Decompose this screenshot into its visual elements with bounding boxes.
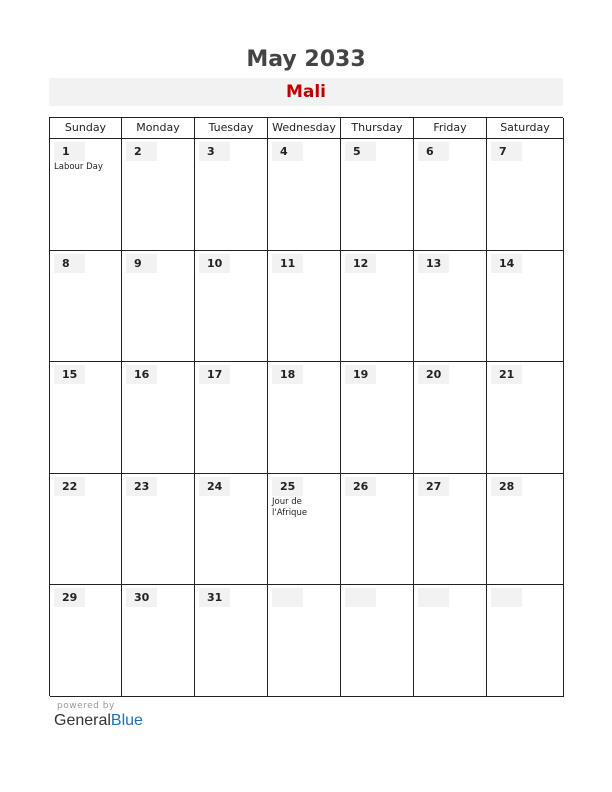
day-number [491, 588, 522, 607]
day-cell[interactable] [195, 139, 268, 251]
day-cell[interactable] [487, 362, 564, 474]
day-cell[interactable] [268, 474, 341, 586]
day-number: 8 [54, 254, 85, 273]
holiday-label: Labour Day [54, 162, 103, 172]
day-number: 30 [126, 588, 157, 607]
day-cell[interactable] [195, 251, 268, 363]
day-cell[interactable] [414, 474, 487, 586]
day-cell[interactable] [122, 474, 195, 586]
powered-by-text: powered by [57, 701, 115, 711]
day-number: 5 [345, 142, 376, 161]
weekday-header-6: Saturday [487, 118, 564, 139]
day-number [418, 588, 449, 607]
day-number: 19 [345, 365, 376, 384]
day-cell[interactable] [50, 251, 122, 363]
day-number: 12 [345, 254, 376, 273]
weekday-header-4: Thursday [341, 118, 414, 139]
day-number: 14 [491, 254, 522, 273]
weekday-header-1: Monday [122, 118, 195, 139]
day-number: 13 [418, 254, 449, 273]
country-banner [49, 78, 563, 106]
day-cell[interactable] [341, 251, 414, 363]
calendar-title: May 2033 [246, 47, 366, 72]
brand-general: General [54, 712, 111, 729]
day-number: 29 [54, 588, 85, 607]
weekday-header-3: Wednesday [268, 118, 341, 139]
day-cell[interactable] [50, 585, 122, 697]
day-number: 25 [272, 477, 303, 496]
day-number: 10 [199, 254, 230, 273]
day-number: 21 [491, 365, 522, 384]
day-number [345, 588, 376, 607]
day-number [272, 588, 303, 607]
weekday-header-5: Friday [414, 118, 487, 139]
day-cell[interactable] [341, 585, 414, 697]
day-cell[interactable] [50, 362, 122, 474]
day-number: 16 [126, 365, 157, 384]
day-number: 2 [126, 142, 157, 161]
day-number: 24 [199, 477, 230, 496]
weekday-header-0: Sunday [50, 118, 122, 139]
day-cell[interactable] [487, 139, 564, 251]
weekday-header-2: Tuesday [195, 118, 268, 139]
day-cell[interactable] [487, 251, 564, 363]
day-cell[interactable] [195, 362, 268, 474]
calendar-grid [49, 117, 563, 696]
day-number: 11 [272, 254, 303, 273]
day-cell[interactable] [341, 474, 414, 586]
day-cell[interactable] [122, 251, 195, 363]
day-number: 20 [418, 365, 449, 384]
day-cell[interactable] [195, 585, 268, 697]
day-number: 4 [272, 142, 303, 161]
day-cell[interactable] [341, 139, 414, 251]
day-cell[interactable] [487, 585, 564, 697]
day-number: 15 [54, 365, 85, 384]
day-cell[interactable] [268, 251, 341, 363]
day-cell[interactable] [268, 139, 341, 251]
day-cell[interactable] [50, 474, 122, 586]
day-cell[interactable] [414, 585, 487, 697]
day-cell[interactable] [414, 251, 487, 363]
brand-logo[interactable] [54, 712, 143, 730]
day-cell[interactable] [414, 362, 487, 474]
day-cell[interactable] [487, 474, 564, 586]
holiday-label: Jour de l'Afrique [272, 496, 308, 518]
day-cell[interactable] [122, 362, 195, 474]
day-number: 9 [126, 254, 157, 273]
day-number: 17 [199, 365, 230, 384]
day-cell[interactable] [122, 139, 195, 251]
day-number: 27 [418, 477, 449, 496]
day-number: 23 [126, 477, 157, 496]
day-cell[interactable] [195, 474, 268, 586]
day-number: 22 [54, 477, 85, 496]
day-number: 1 [54, 142, 85, 161]
day-number: 7 [491, 142, 522, 161]
day-cell[interactable] [341, 362, 414, 474]
country-name: Mali [285, 82, 327, 102]
day-number: 6 [418, 142, 449, 161]
day-number: 18 [272, 365, 303, 384]
brand-blue: Blue [110, 712, 143, 729]
day-number: 28 [491, 477, 522, 496]
day-number: 3 [199, 142, 230, 161]
day-number: 31 [199, 588, 230, 607]
day-cell[interactable] [268, 362, 341, 474]
day-cell[interactable] [268, 585, 341, 697]
day-cell[interactable] [414, 139, 487, 251]
day-cell[interactable] [50, 139, 122, 251]
day-cell[interactable] [122, 585, 195, 697]
day-number: 26 [345, 477, 376, 496]
